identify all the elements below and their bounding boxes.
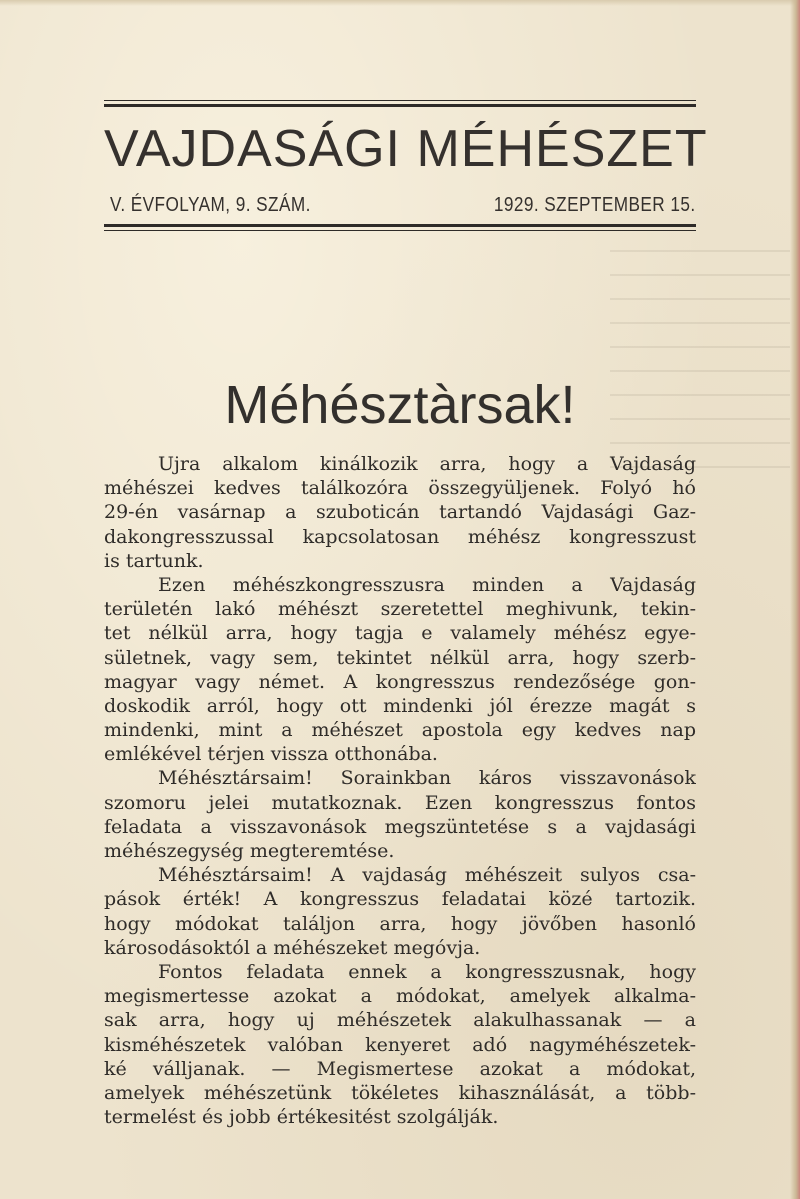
text-line: méhészei kedves találkozóra összegyüljenek. Folyó hó bbox=[104, 477, 696, 500]
text-line: doskodik arról, hogy ott mindenki jól érezze magát s bbox=[104, 694, 696, 717]
text-line: mindenki, mint a méhészet apostola egy kedves nap bbox=[104, 719, 696, 742]
text-line: Méhésztársaim! Sorainkban káros visszavonások bbox=[158, 767, 696, 790]
issue-line bbox=[110, 190, 696, 220]
text-line: sületnek, vagy sem, tekintet nélkül arra, hogy szerb- bbox=[104, 646, 696, 669]
text-line: emlékével térjen vissza otthonába. bbox=[104, 743, 438, 766]
masthead-title: VAJDASÁGI MÉHÉSZET bbox=[104, 120, 708, 178]
issue-date: 1929. SZEPTEMBER 15. bbox=[494, 194, 696, 216]
text-line: amelyek méhészetünk tökéletes kihasználását, a több- bbox=[104, 1081, 696, 1104]
text-line: Méhésztársaim! A vajdaság méhészeit sulyos csa- bbox=[158, 864, 696, 887]
masthead-top-rule bbox=[104, 104, 696, 107]
masthead-bottom-rule-thin bbox=[104, 230, 696, 231]
article-body bbox=[104, 452, 696, 1129]
text-line: tet nélkül arra, hogy tagja e valamely méhész egye- bbox=[104, 622, 696, 645]
text-line: méhészegység megteremtése. bbox=[104, 840, 395, 862]
text-line: ké válljanak. — Megismertese azokat a módokat, bbox=[104, 1057, 696, 1080]
volume-issue: V. ÉVFOLYAM, 9. SZÁM. bbox=[110, 194, 311, 216]
article-paragraph bbox=[104, 960, 696, 1129]
text-line: Ujra alkalom kinálkozik arra, hogy a Vajdaság bbox=[158, 453, 696, 475]
text-line: hogy módokat találjon arra, hogy jövőben hasonló bbox=[104, 912, 696, 935]
text-line: magyar vagy német. A kongresszus rendezősége gon- bbox=[104, 670, 696, 693]
text-line: Fontos feladata ennek a kongresszusnak, hogy bbox=[158, 960, 696, 983]
article-paragraph bbox=[104, 452, 696, 573]
masthead-top-rule-thin bbox=[104, 100, 696, 101]
text-line: megismertesse azokat a módokat, amelyek alkalma- bbox=[104, 985, 696, 1008]
text-line: Ezen méhészkongresszusra minden a Vajdaság bbox=[158, 573, 696, 596]
text-line: pások érték! A kongresszus feladatai közé tartozik. bbox=[104, 888, 696, 911]
page-top-edge bbox=[0, 0, 800, 6]
text-line: dakongresszussal kapcsolatosan méhész kongresszust bbox=[104, 525, 696, 548]
text-line: sak arra, hogy uj méhészetek alakulhassanak — a bbox=[104, 1009, 696, 1032]
text-line: károsodásoktól a méhészeket megóvja. bbox=[104, 936, 481, 959]
article-paragraph bbox=[104, 573, 696, 767]
text-line: feladata a visszavonások megszüntetése s a vajdasági bbox=[104, 815, 696, 838]
text-line: 29-én vasárnap a szuboticán tartandó Vajdasági Gaz- bbox=[104, 501, 696, 524]
text-line: szomoru jelei mutatkoznak. Ezen kongresszus fontos bbox=[104, 791, 696, 814]
article-heading: Méhésztàrsak! bbox=[224, 375, 576, 435]
article-paragraph bbox=[104, 863, 696, 960]
article-paragraph bbox=[104, 766, 696, 863]
text-line: termelést és jobb értékesitést szolgálják. bbox=[104, 1106, 499, 1129]
masthead-bottom-rule bbox=[104, 224, 696, 227]
page-right-edge bbox=[790, 0, 800, 1199]
text-line: kisméhészetek valóban kenyeret adó nagyméhészetek- bbox=[104, 1033, 696, 1056]
text-line: is tartunk. bbox=[104, 549, 204, 572]
text-line: területén lakó méhészt szeretettel meghivunk, tekin- bbox=[104, 598, 696, 621]
